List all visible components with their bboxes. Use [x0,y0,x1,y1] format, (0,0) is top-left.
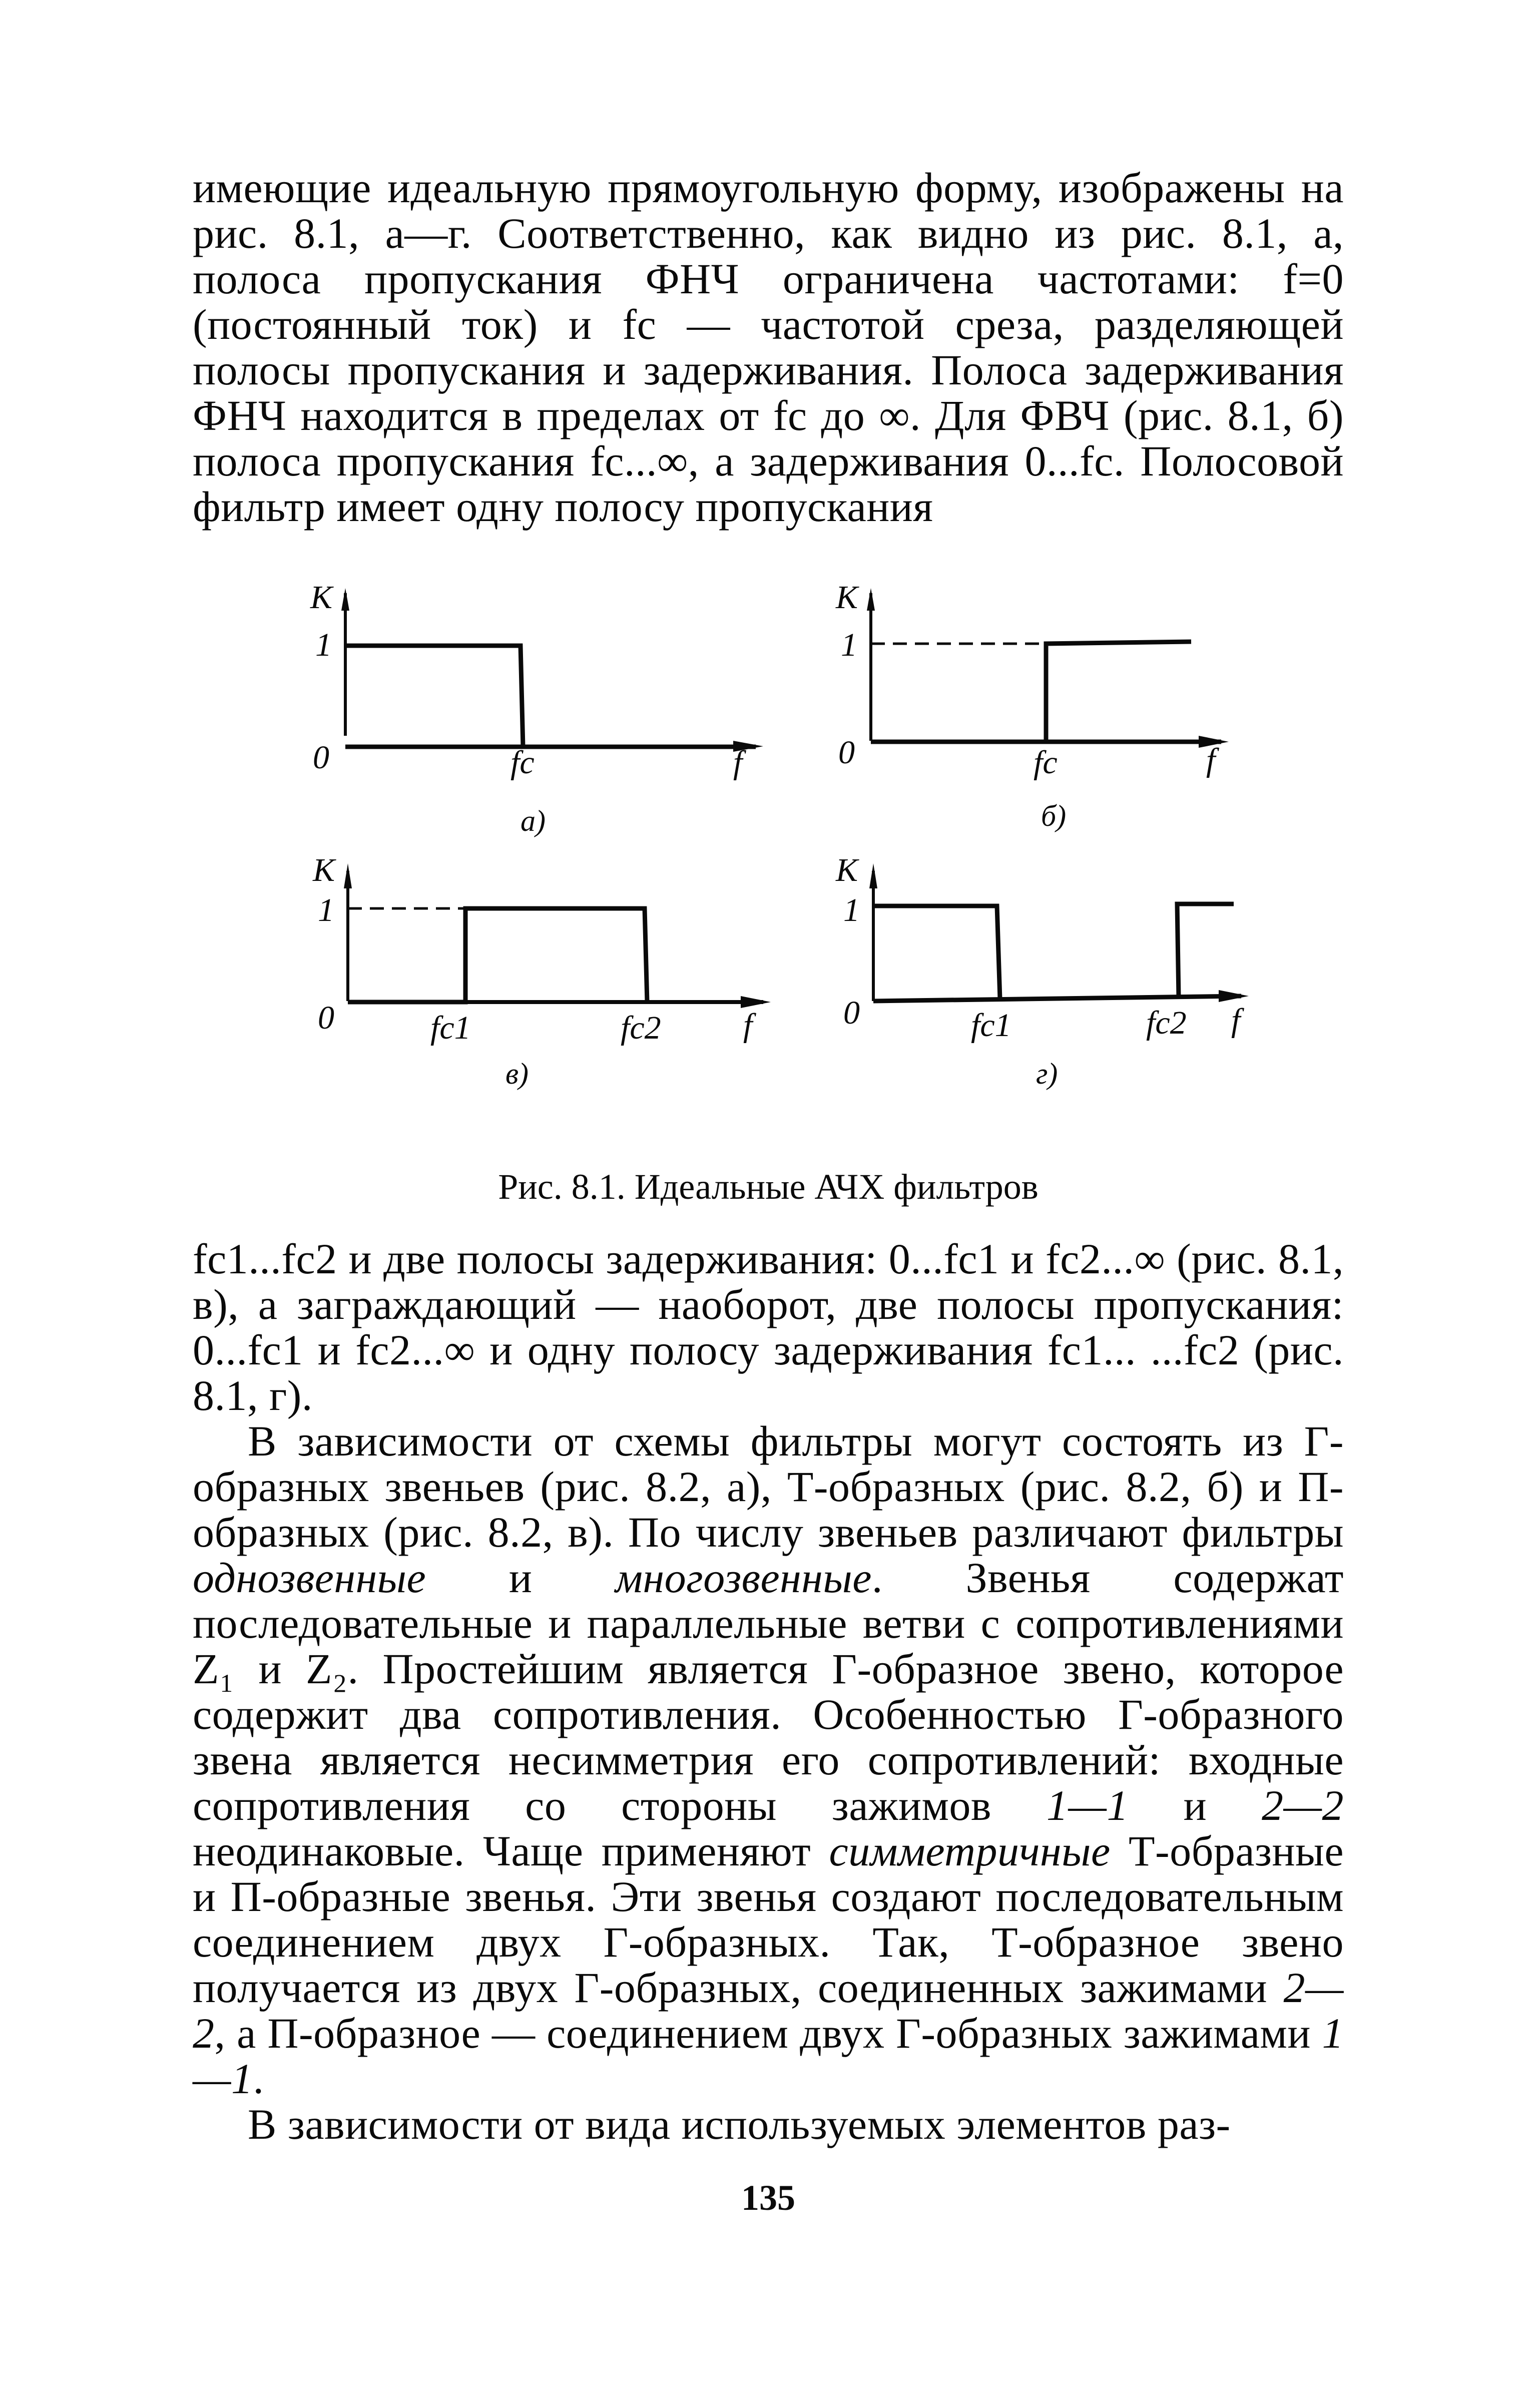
x-axis-label: f [1206,742,1216,778]
x-axis-label: f [743,1007,753,1044]
x-tick-fc1: fc1 [430,1010,471,1046]
paragraph-elements: В зависимости от вида используемых элементов раз- [248,2100,1231,2148]
text-run: В зависимости от схемы фильтры могут состоять из Г-образных звеньев (рис. 8.2, а), Т-образных (рис. 8.2, б) и П-образных (рис. 8.2, в). По числу звеньев различают фильтры [193,1417,1344,1556]
paragraph-filter-links [193,1418,1344,2102]
paragraph-continuation: fc1...fc2 и две полосы задерживания: 0...fc1 и fc2...∞ (рис. 8.1, в), а заграждающий — наоборот, две полосы пропускания: 0...fc1 и fc2...∞ и одну полосу задерживания fc1... ...fc2 (рис. 8.1, г). [193,1235,1344,1419]
panel-label: б) [1041,799,1067,832]
text-run: . [253,2055,264,2103]
text-run: неодинаковые. Чаще применяют [193,1827,829,1875]
y-tick-1: 1 [841,627,857,663]
y-axis-label: K [313,852,335,888]
italic-term: однозвенные [193,1554,426,1602]
italic-term: 2—2 [1262,1781,1344,1829]
x-tick-fc2: fc2 [1146,1005,1187,1041]
figure-caption: Рис. 8.1. Идеальные АЧХ фильтров [498,1167,1039,1207]
text-run: , а П-образное — соединением двух Г-образных зажимами [214,2009,1322,2057]
text-run: . Звенья содержат последовательные и параллельные ветви с сопротивлениями Z₁ и Z₂. Простейшим является Г-образное звено, которое содержит два сопротивления. Особенностью Г-образного звена является несимметрия его сопротивлений: входные сопротивления со стороны зажимов [193,1554,1344,1829]
page-number: 135 [741,2178,795,2218]
text-run: и [426,1554,616,1602]
body-text [193,1236,1344,2147]
italic-term: симметричные [829,1827,1111,1875]
x-tick-fc: fc [510,744,535,781]
origin-label: 0 [843,995,860,1031]
origin-label: 0 [313,739,329,776]
x-tick-fc2: fc2 [621,1010,661,1046]
y-tick-1: 1 [843,892,860,928]
x-axis-label: f [1231,1002,1241,1039]
italic-term: 2—2 [193,1964,1344,2057]
y-tick-1: 1 [318,892,334,928]
y-axis-label: K [836,852,858,888]
text-run: и [1128,1781,1262,1829]
origin-label: 0 [318,1000,334,1036]
x-axis-label: f [733,744,743,781]
paragraph-top: имеющие идеальную прямоугольную форму, изображены на рис. 8.1, а—г. Соответственно, как видно из рис. 8.1, а, полоса пропускания ФНЧ ограничена частотами: f=0 (постоянный ток) и fc — частотой среза, разделяющей полосы пропускания и задерживания. Полоса задерживания ФНЧ находится в пределах от fc до ∞. Для ФВЧ (рис. 8.1, б) полоса пропускания fc...∞, а задерживания 0...fc. Полосовой фильтр имеет одну полосу пропускания [193,164,1344,531]
panel-label: г) [1036,1057,1058,1090]
panel-label: а) [521,804,546,837]
italic-term: многозвенные [615,1554,872,1602]
origin-label: 0 [838,734,855,771]
y-axis-label: K [836,579,858,616]
x-tick-fc1: fc1 [971,1007,1011,1044]
x-tick-fc: fc [1034,744,1058,781]
y-tick-1: 1 [315,627,332,663]
panel-label: в) [505,1057,529,1090]
italic-term: 1—1 [1046,1781,1129,1829]
y-axis-label: K [310,579,333,616]
book-page-lower [193,0,1344,2394]
italic-term: 1—1 [193,2009,1344,2103]
text-run: Т-образные и П-образные звенья. Эти звенья создают последовательным соединением двух Г-образных. Так, Т-образное звено получается из двух Г-образных, соединенных зажимами [193,1827,1344,2012]
